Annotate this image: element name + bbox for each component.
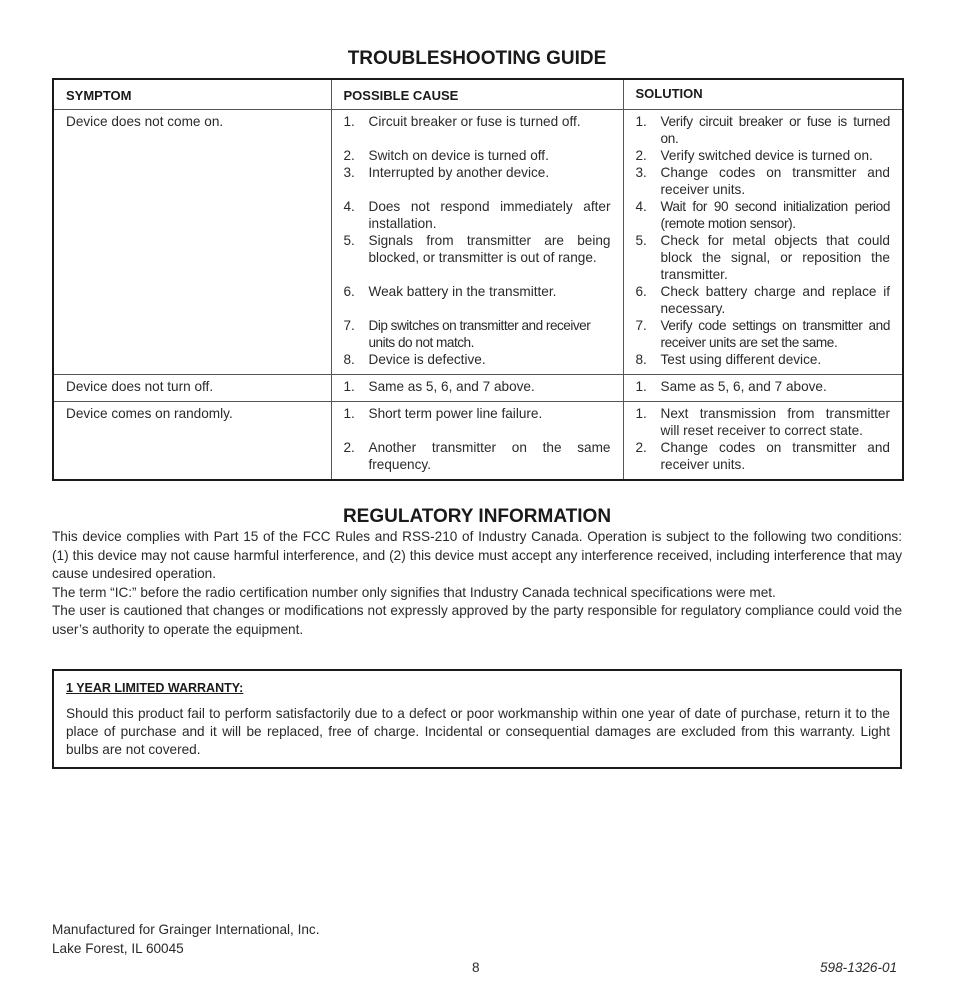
solution-cell xyxy=(623,402,903,481)
troubleshooting-title: TROUBLESHOOTING GUIDE xyxy=(347,48,607,69)
list-item: 6. Weak battery in the transmitter. xyxy=(343,284,557,299)
list-item: 1. Same as 5, 6, and 7 above. xyxy=(635,379,827,394)
cause-cell xyxy=(331,402,623,481)
manufacturer-info xyxy=(52,920,320,958)
list-item: 5. Signals from transmitter are being blocked, or transmitter is out of range. xyxy=(343,233,611,265)
list-item: 3. Interrupted by another device. xyxy=(343,165,550,180)
list-item: 2. Verify switched device is turned on. xyxy=(635,148,873,163)
manufacturer-address: Lake Forest, IL 60045 xyxy=(52,941,184,956)
list-item: 1. Verify circuit breaker or fuse is turned on. xyxy=(635,114,890,146)
regulatory-title: REGULATORY INFORMATION xyxy=(342,506,612,527)
cause-cell xyxy=(331,110,623,375)
manufacturer-line: Manufactured for Grainger International, Inc. xyxy=(52,922,320,937)
list-item: 4. Does not respond immediately after installation. xyxy=(343,199,611,231)
list-item: 7. Verify code settings on transmitter and receiver units are set the same. xyxy=(635,318,890,350)
list-item: 1. Next transmission from transmitter will reset receiver to correct state. xyxy=(635,406,890,438)
solution-cell xyxy=(623,375,903,402)
solution-header: SOLUTION xyxy=(623,79,903,110)
regulatory-paragraph: This device complies with Part 15 of the FCC Rules and RSS-210 of Industry Canada. Operation is subject to the following two conditions: (1) this device may not cause harmful interference, and (2) this device must accept any interference received, including interference that may cause undesired operation. xyxy=(52,529,902,581)
regulatory-paragraph: The term “IC:” before the radio certification number only signifies that Industry Canada technical specifications were met. xyxy=(52,584,776,600)
list-item: 2. Change codes on transmitter and receiver units. xyxy=(635,440,890,472)
table-row xyxy=(53,375,903,402)
list-item: 2. Switch on device is turned off. xyxy=(343,148,549,163)
list-item: 1. Short term power line failure. xyxy=(343,406,543,421)
list-item: 4. Wait for 90 second initialization period (remote motion sensor). xyxy=(635,199,890,231)
list-item: 5. Check for metal objects that could block the signal, or reposition the transmitter. xyxy=(635,233,890,282)
page-number: 8 xyxy=(472,960,480,975)
list-item: 3. Change codes on transmitter and receiver units. xyxy=(635,165,890,197)
list-item: 7. Dip switches on transmitter and receiver units do not match. xyxy=(343,318,591,350)
table-row xyxy=(53,402,903,481)
symptom-header: SYMPTOM xyxy=(53,79,331,110)
warranty-heading: 1 YEAR LIMITED WARRANTY: xyxy=(66,681,244,695)
regulatory-paragraph: The user is cautioned that changes or modifications not expressly approved by the party responsible for regulatory compliance could void the user’s authority to operate the equipment. xyxy=(52,603,902,637)
regulatory-text xyxy=(52,528,902,639)
solution-cell xyxy=(623,110,903,375)
symptom-cell: Device does not come on. xyxy=(53,110,331,375)
warranty-box xyxy=(52,669,902,769)
symptom-cell: Device does not turn off. xyxy=(53,375,331,402)
list-item: 8. Device is defective. xyxy=(343,352,486,367)
cause-header: POSSIBLE CAUSE xyxy=(331,79,623,110)
list-item: 1. Same as 5, 6, and 7 above. xyxy=(343,379,535,394)
list-item: 6. Check battery charge and replace if necessary. xyxy=(635,284,890,316)
document-number: 598-1326-01 xyxy=(820,960,898,975)
list-item: 1. Circuit breaker or fuse is turned off. xyxy=(343,114,581,129)
troubleshooting-table xyxy=(52,78,904,481)
list-item: 8. Test using different device. xyxy=(635,352,822,367)
symptom-cell: Device comes on randomly. xyxy=(53,402,331,481)
cause-cell xyxy=(331,375,623,402)
table-row xyxy=(53,110,903,375)
table-header-row xyxy=(53,79,903,110)
warranty-body: Should this product fail to perform satisfactorily due to a defect or poor workmanship within one year of date of purchase, return it to the place of purchase and it will be replaced, free of charge. Incidental or consequential damages are excluded from this warranty. Light bulbs are not covered. xyxy=(66,706,890,757)
list-item: 2. Another transmitter on the same frequency. xyxy=(343,440,611,472)
